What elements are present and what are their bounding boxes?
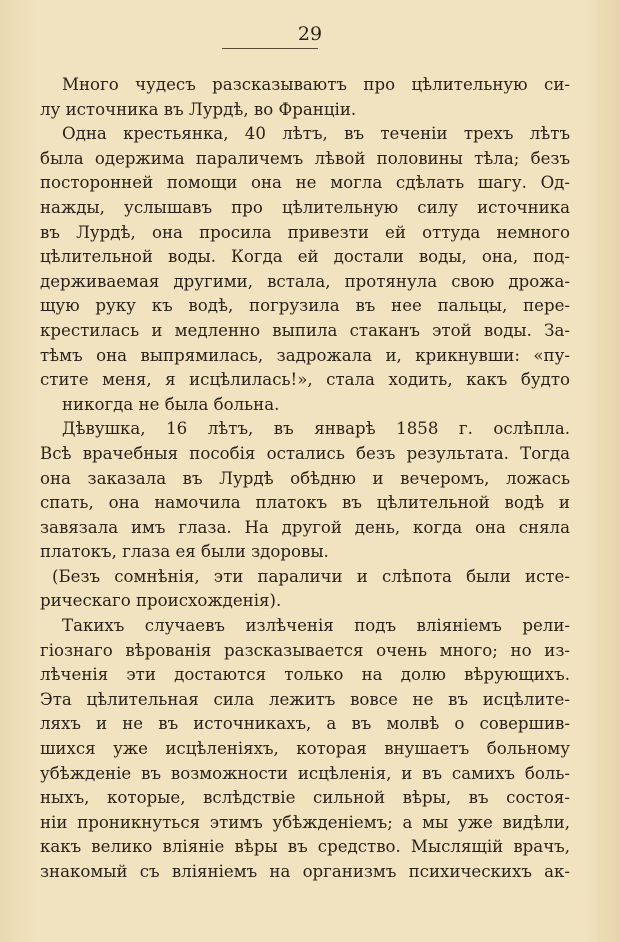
text-line: рическаго происхожденія). xyxy=(40,591,282,611)
text-line: въ Лурдѣ, она просила привезти ей оттуда немного xyxy=(40,222,570,242)
text-line: Всѣ врачебныя пособія остались безъ результата. Тогда xyxy=(40,443,570,463)
paragraph-peasant-woman xyxy=(40,122,570,417)
text-line: посторонней помощи она не могла сдѣлать шагу. Од- xyxy=(40,173,570,193)
text-line: крестилась и медленно выпила стаканъ этой воды. За- xyxy=(40,320,570,340)
text-line: Эта цѣлительная сила лежитъ вовсе не въ исцѣлите- xyxy=(40,689,570,709)
text-line: держиваемая другими, встала, протянула свою дрожа- xyxy=(40,271,570,291)
text-line: ныхъ, которые, вслѣдствіе сильной вѣры, въ состоя- xyxy=(40,788,570,808)
text-line: щую руку къ водѣ, погрузила въ нее пальцы, пере- xyxy=(40,296,570,316)
text-line: какъ велико вліяніе вѣры въ средство. Мыслящій врачъ, xyxy=(40,837,570,857)
text-line: убѣжденіе въ возможности исцѣленія, и въ самихъ боль- xyxy=(40,763,570,783)
text-line: Такихъ случаевъ излѣченія подъ вліяніемъ рели- xyxy=(62,616,570,636)
text-line: она заказала въ Лурдѣ обѣдню и вечеромъ, ложась xyxy=(40,468,570,488)
text-line: была одержима параличемъ лѣвой половины тѣла; безъ xyxy=(40,148,570,168)
text-line: Дѣвушка, 16 лѣтъ, въ январѣ 1858 г. ослѣпла. xyxy=(62,419,570,439)
text-line: нажды, услышавъ про цѣлительную силу источника xyxy=(40,197,570,217)
paragraph-lourdes-intro xyxy=(40,73,570,122)
paragraph-blind-girl xyxy=(40,417,570,565)
text-line: Много чудесъ разсказываютъ про цѣлительную си- xyxy=(62,75,570,94)
text-line: тѣмъ она выпрямилась, задрожала и, крикнувши: «пу- xyxy=(40,345,570,365)
text-line: завязала имъ глаза. На другой день, когда она сняла xyxy=(40,517,570,537)
text-line: спать, она намочила платокъ въ цѣлительной водѣ и xyxy=(40,493,570,513)
text-line: (Безъ сомнѣнія, эти параличи и слѣпота были истe- xyxy=(52,566,570,586)
body-text xyxy=(40,73,570,885)
text-line: цѣлительной воды. Когда ей достали воды, она, под- xyxy=(40,247,570,267)
text-line: лѣченія эти достаются только на долю вѣрующихъ. xyxy=(40,665,570,685)
text-line: знакомый съ вліяніемъ на организмъ психическихъ ак- xyxy=(40,862,570,881)
text-line: ляхъ и не въ источникахъ, а въ молвѣ о совершив- xyxy=(40,714,570,734)
paragraph-religious-healing xyxy=(40,614,570,885)
text-line: лу источника въ Лурдѣ, во Франціи. xyxy=(40,99,357,119)
text-line: ніи проникнуться этимъ убѣжденіемъ; а мы уже видѣли, xyxy=(40,812,570,832)
text-line: гіознаго вѣрованія разсказывается очень много; но из- xyxy=(40,640,570,660)
text-line: Одна крестьянка, 40 лѣтъ, въ теченіи трехъ лѣтъ xyxy=(62,124,570,144)
paragraph-hysteria-note xyxy=(40,565,570,614)
text-line: стите меня, я исцѣлилась!», стала ходить, какъ будто xyxy=(40,370,570,390)
text-line: шихся уже исцѣленіяхъ, которая внушаетъ больному xyxy=(40,739,570,759)
text-line: никогда не была больна. xyxy=(62,394,280,414)
text-line: платокъ, глаза ея были здоровы. xyxy=(40,542,329,562)
header-rule xyxy=(222,48,318,49)
page-number: 29 xyxy=(297,23,323,45)
